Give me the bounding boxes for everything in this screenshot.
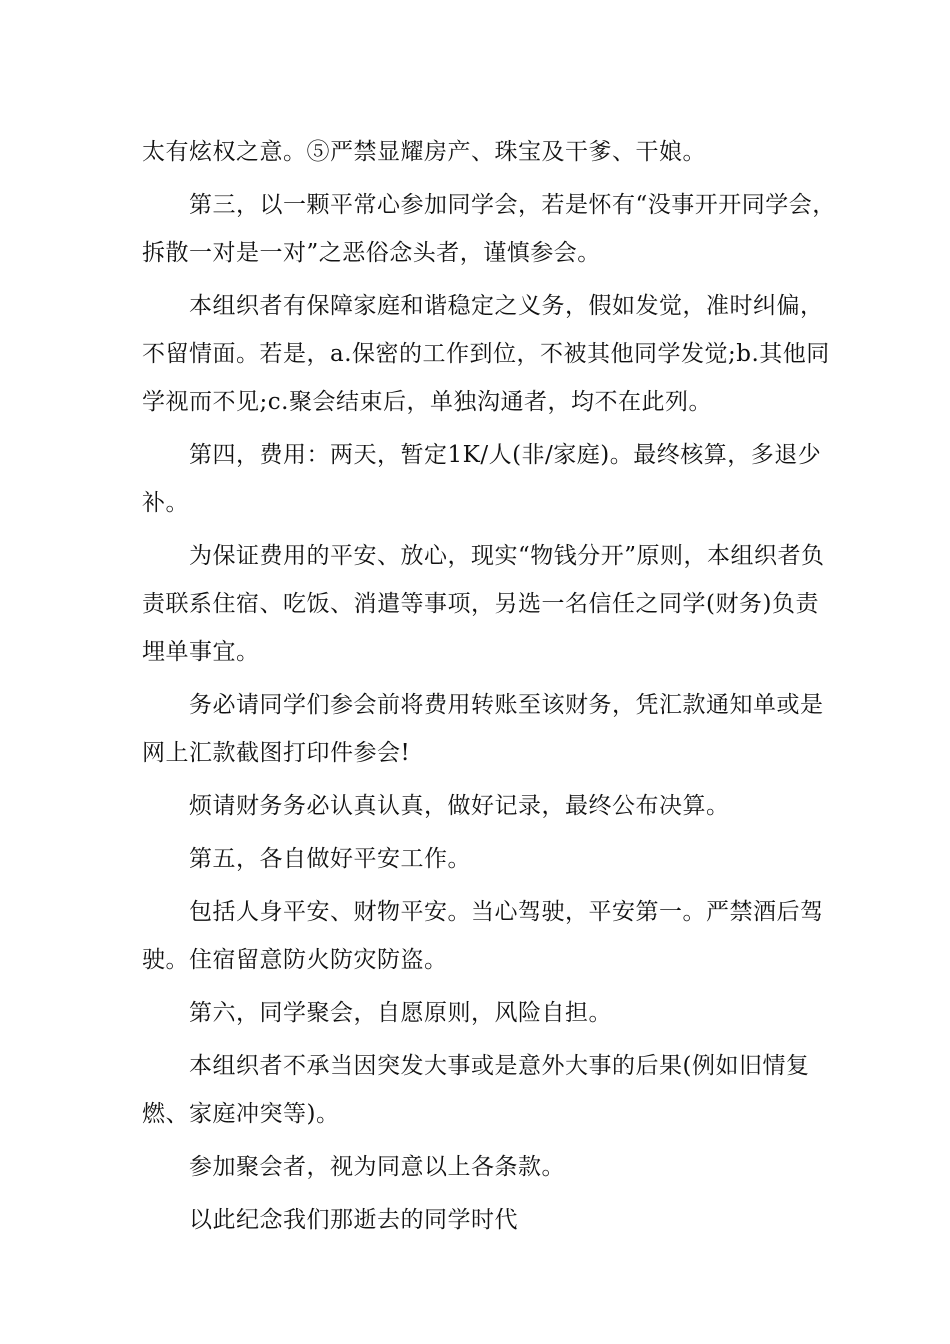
paragraph-6: 务必请同学们参会前将费用转账至该财务，凭汇款通知单或是网上汇款截图打印件参会! [142,692,824,766]
paragraph-7: 烦请财务务必认真认真，做好记录，最终公布决算。 [189,793,730,819]
paragraph-13: 以此纪念我们那逝去的同学时代 [189,1207,518,1233]
paragraph-5: 为保证费用的平安、放心，现实“物钱分开”原则，本组织者负责联系住宿、吃饭、消遣等事项，另选一名信任之同学(财务)负责埋单事宜。 [142,543,825,665]
document-body [142,128,842,1249]
paragraph-2: 第三，以一颗平常心参加同学会，若是怀有“没事开开同学会，拆散一对是一对”之恶俗念头者，谨慎参会。 [142,192,836,266]
paragraph-3: 本组织者有保障家庭和谐稳定之义务，假如发觉，准时纠偏，不留情面。若是，a.保密的工作到位，不被其他同学发觉;b.其他同学视而不见;c.聚会结束后，单独沟通者，均不在此列。 [142,293,830,415]
paragraph-8: 第五，各自做好平安工作。 [189,846,471,872]
paragraph-1: 太有炫权之意。⑤严禁显耀房产、珠宝及干爹、干娘。 [142,139,706,165]
paragraph-10: 第六，同学聚会，自愿原则，风险自担。 [189,1000,612,1026]
paragraph-11: 本组织者不承当因突发大事或是意外大事的后果(例如旧情复燃、家庭冲突等)。 [142,1053,810,1127]
paragraph-9: 包括人身平安、财物平安。当心驾驶，平安第一。严禁酒后驾驶。住宿留意防火防灾防盗。 [142,899,824,973]
paragraph-12: 参加聚会者，视为同意以上各条款。 [189,1154,565,1180]
paragraph-4: 第四，费用：两天，暂定1K/人(非/家庭)。最终核算，多退少补。 [142,442,822,516]
